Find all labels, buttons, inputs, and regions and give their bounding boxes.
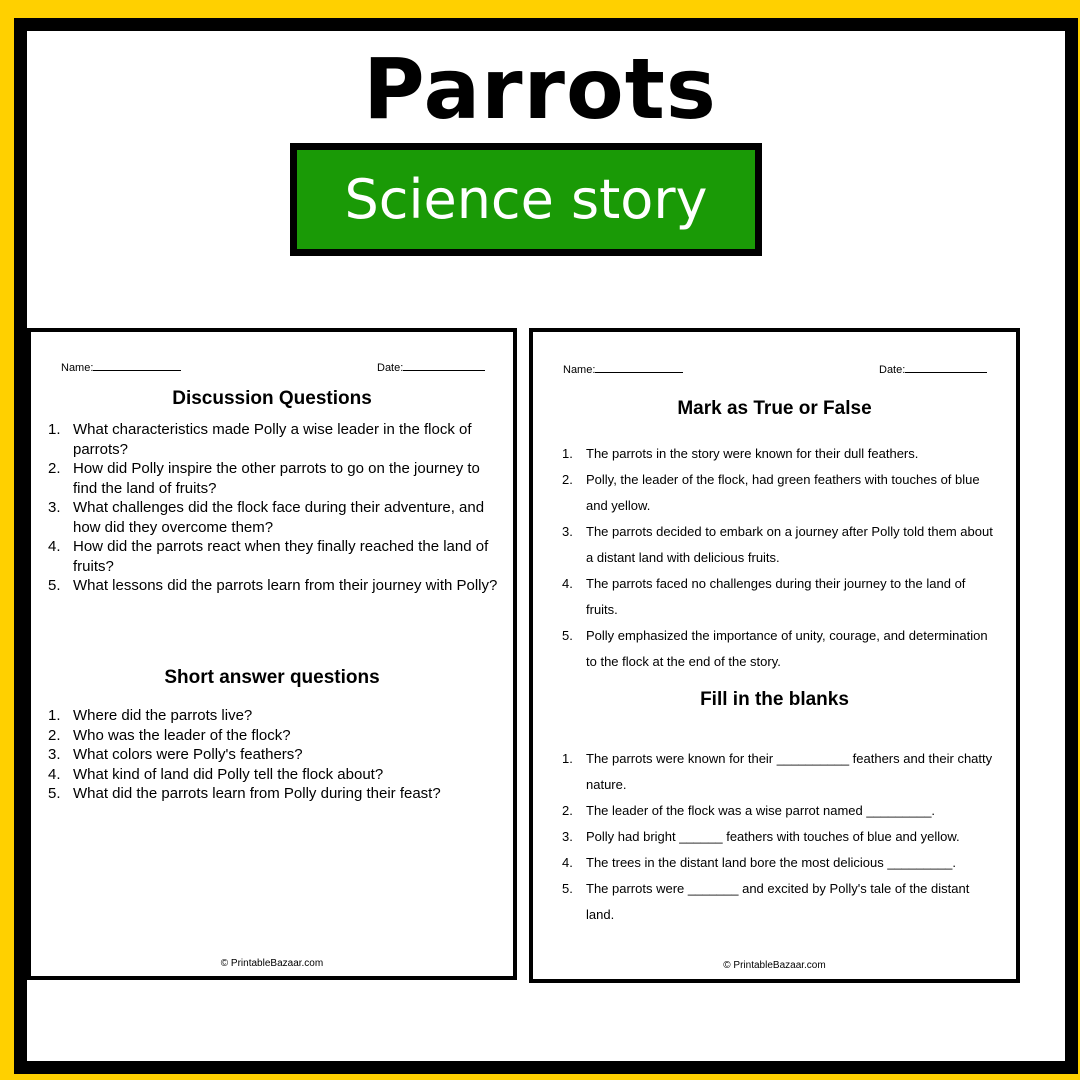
list-item: What characteristics made Polly a wise leader in the flock of parrots?	[73, 421, 472, 458]
name-line	[93, 360, 181, 371]
name-line	[595, 362, 683, 373]
list-item: The leader of the flock was a wise parrot named _________.	[586, 803, 936, 818]
worksheet-discussion	[27, 328, 517, 980]
footer-copyright: © PrintableBazaar.com	[220, 958, 324, 969]
date-line	[403, 360, 485, 371]
list-item: The parrots were _______ and excited by Polly's tale of the distant land.	[586, 881, 970, 922]
list-item: Polly emphasized the importance of unity, courage, and determination to the flock at the end of the story.	[586, 628, 988, 669]
list-item: How did the parrots react when they finally reached the land of fruits?	[73, 538, 489, 575]
name-field	[61, 360, 181, 374]
short-answer-heading: Short answer questions	[164, 667, 380, 688]
list-item: The parrots faced no challenges during their journey to the land of fruits.	[586, 576, 966, 617]
list-item: The parrots decided to embark on a journey after Polly told them about a distant land with delicious fruits.	[586, 524, 993, 565]
list-item: The trees in the distant land bore the most delicious _________.	[586, 855, 957, 870]
list-item: Polly, the leader of the flock, had green feathers with touches of blue and yellow.	[586, 472, 980, 513]
name-field	[563, 362, 683, 376]
list-item: What kind of land did Polly tell the flock about?	[73, 765, 384, 783]
list-item: What challenges did the flock face during their adventure, and how did they overcome them?	[73, 499, 485, 536]
short-answer-list	[31, 706, 505, 804]
true-false-list	[533, 441, 993, 675]
subtitle-banner	[290, 143, 762, 256]
true-false-heading: Mark as True or False	[677, 398, 872, 419]
list-item: Polly had bright ______ feathers with touches of blue and yellow.	[586, 829, 960, 844]
date-field	[879, 362, 987, 376]
list-item: What colors were Polly's feathers?	[73, 746, 303, 763]
fill-blanks-heading: Fill in the blanks	[700, 689, 849, 710]
list-item: Who was the leader of the flock?	[73, 726, 291, 744]
list-item: What lessons did the parrots learn from their journey with Polly?	[73, 577, 498, 594]
subtitle-text: Science story	[344, 168, 708, 231]
list-item: Where did the parrots live?	[73, 707, 253, 724]
list-item: The parrots in the story were known for their dull feathers.	[586, 446, 919, 461]
worksheet-true-false	[529, 328, 1020, 983]
date-label: Date:	[377, 362, 404, 374]
discussion-questions-list	[31, 420, 505, 596]
list-item: How did Polly inspire the other parrots to go on the journey to find the land of fruits?	[73, 460, 480, 497]
date-line	[905, 362, 987, 373]
name-label: Name:	[563, 364, 596, 376]
date-field	[377, 360, 485, 374]
footer-copyright: © PrintableBazaar.com	[723, 960, 826, 971]
list-item: What did the parrots learn from Polly during their feast?	[73, 785, 441, 802]
discussion-heading: Discussion Questions	[172, 388, 372, 409]
fill-blanks-list	[533, 746, 993, 928]
name-label: Name:	[61, 362, 94, 374]
page-title: Parrots	[363, 40, 717, 138]
date-label: Date:	[879, 364, 906, 376]
list-item: The parrots were known for their __________ feathers and their chatty nature.	[586, 751, 993, 792]
